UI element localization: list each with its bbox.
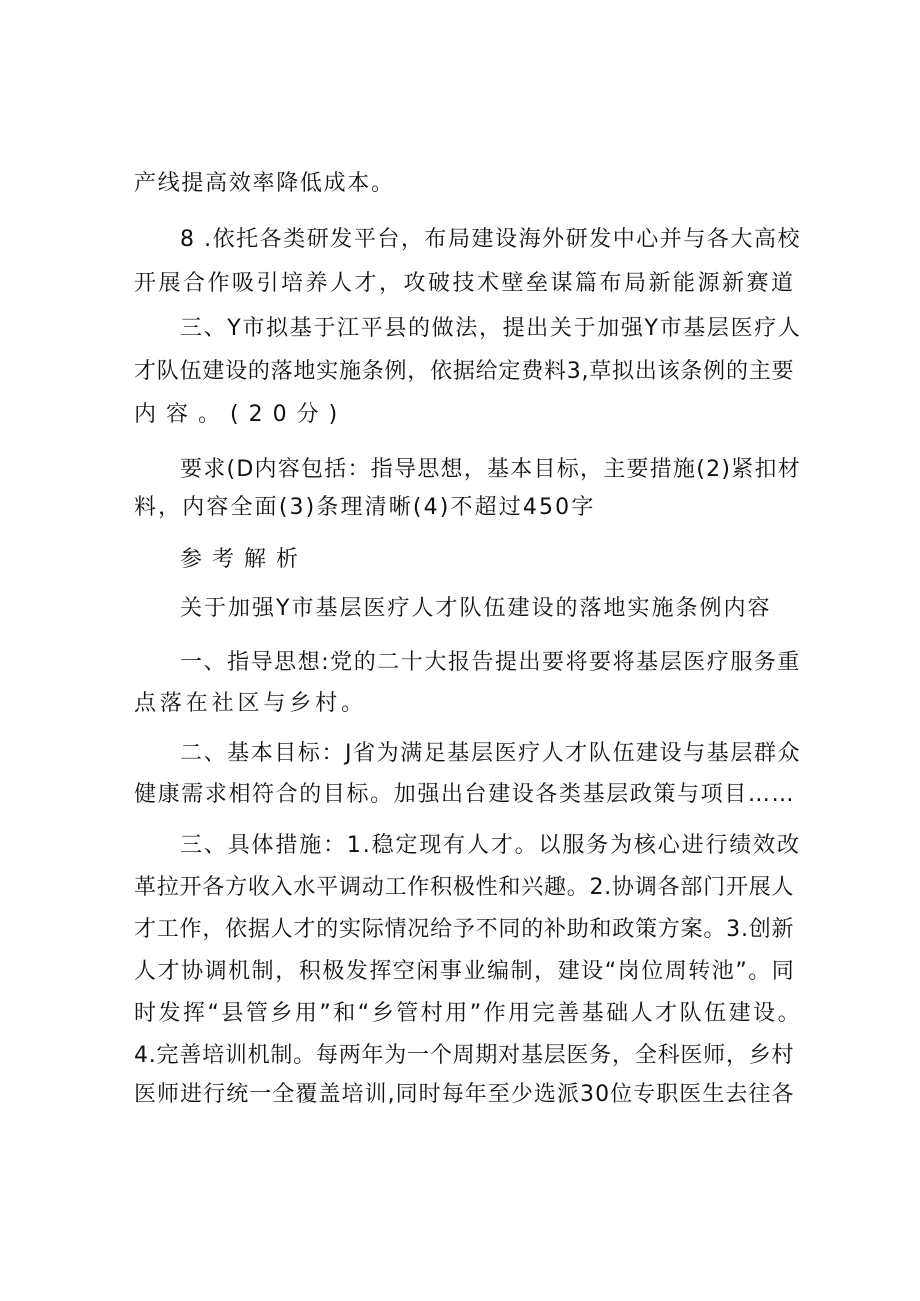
- text-line: 内容。(20分): [134, 402, 348, 427]
- text-line: 三、Y市拟基于江平县的做法，提出关于加强Y市基层医疗人: [180, 316, 802, 341]
- text-line: 一、指导思想:党的二十大报告提出要将要将基层医疗服务重: [180, 650, 801, 675]
- text-line: 革拉开各方收入水平调动工作积极性和兴趣。2.协调各部门开展人: [134, 875, 795, 900]
- text-line: 8 .依托各类研发平台，布局建设海外研发中心并与各大高校: [180, 227, 802, 252]
- text-line: 人才协调机制，积极发挥空闲事业编制，建设“岗位周转池”。同: [134, 959, 796, 984]
- text-line: 时发挥“县管乡用”和“乡管村用”作用完善基础人才队伍建设。: [134, 1001, 803, 1026]
- text-line: 健康需求相符合的目标。加强出台建设各类基层政策与项目……: [134, 782, 796, 807]
- text-line: 产线提高效率降低成本。: [134, 171, 395, 196]
- text-line: 三、具体措施：1.稳定现有人才。以服务为核心进行绩效改: [180, 833, 801, 858]
- text-line: 参考解析: [180, 547, 309, 572]
- text-line: 才工作，依据人才的实际情况给予不同的补助和政策方案。3.创新: [134, 917, 795, 942]
- text-line: 4.完善培训机制。每两年为一个周期对基层医务，全科医师，乡村: [134, 1043, 795, 1068]
- text-line: 关于加强Y市基层医疗人才队伍建设的落地实施条例内容: [180, 596, 772, 621]
- text-line: 才队伍建设的落地实施条例，依据给定费料3,草拟出该条例的主要: [134, 359, 795, 384]
- text-line: 二、基本目标：J省为满足基层医疗人才队伍建设与基层群众: [180, 741, 802, 766]
- text-line: 开展合作吸引培养人才，攻破技术壁垒谋篇布局新能源新赛道: [134, 271, 796, 296]
- text-line: 料，内容全面(3)条理清晰(4)不超过450字: [134, 495, 596, 520]
- text-line: 医师进行统一全覆盖培训,同时每年至少选派30位专职医生去往各: [134, 1082, 795, 1107]
- text-line: 点落在社区与乡村。: [134, 691, 367, 716]
- text-line: 要求(D内容包括：指导思想，基本目标，主要措施(2)紧扣材: [180, 457, 801, 482]
